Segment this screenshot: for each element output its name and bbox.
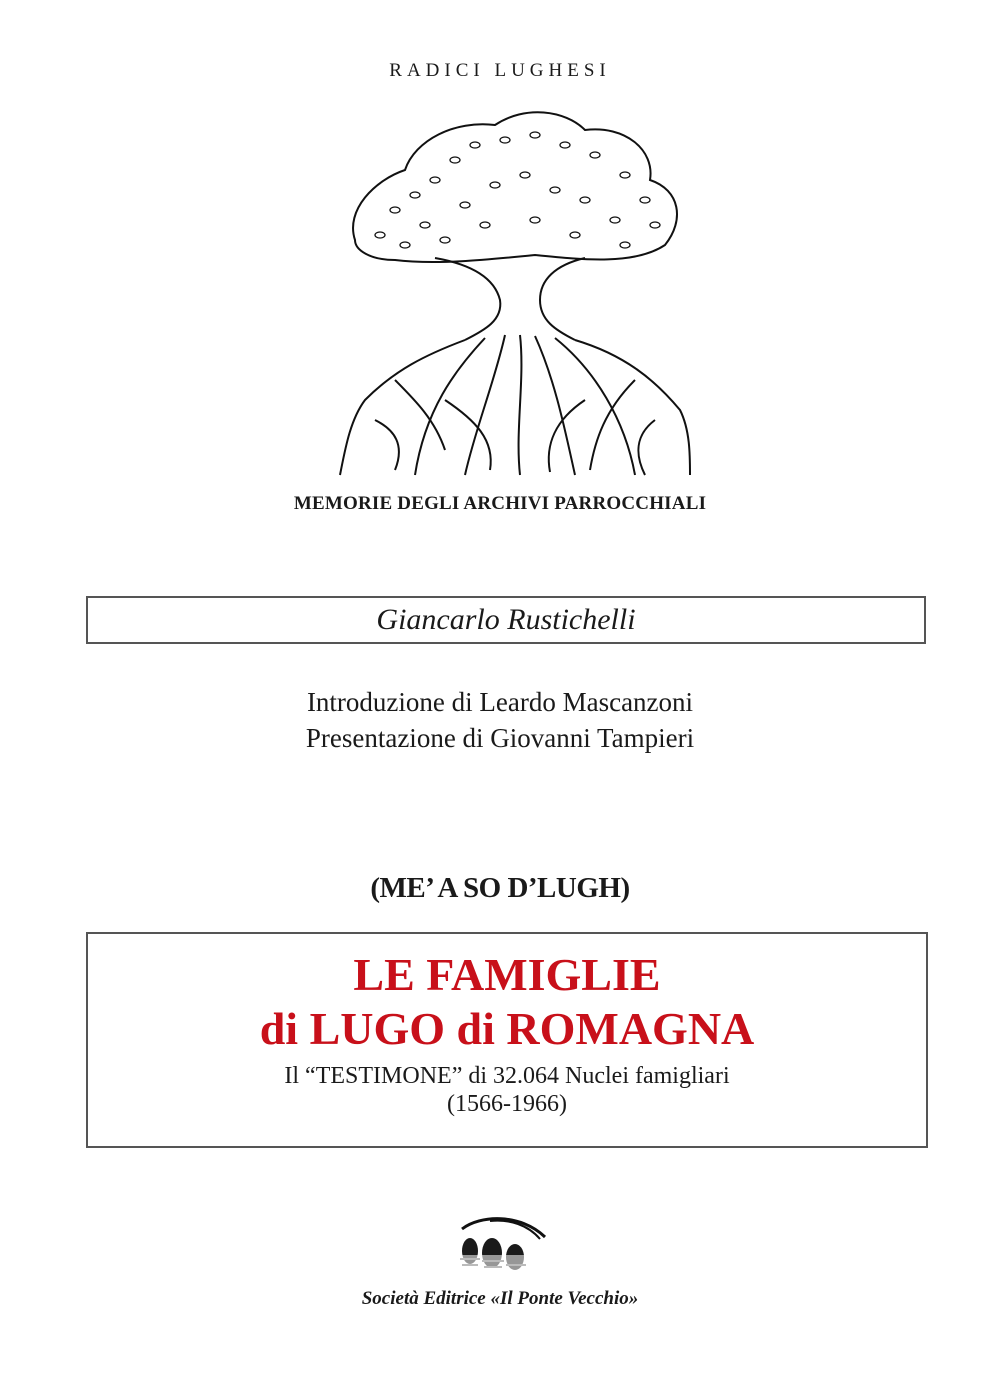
credits	[0, 684, 1000, 756]
ponte-vecchio-logo-icon	[450, 1203, 550, 1273]
author-box	[86, 596, 926, 644]
presentation-credit: Presentazione di Giovanni Tampieri	[305, 723, 695, 753]
author-name: Giancarlo Rustichelli	[376, 603, 636, 636]
tree-with-roots-icon	[335, 100, 695, 480]
publisher-name: Società Editrice «Il Ponte Vecchio»	[361, 1288, 639, 1309]
subtitle-line-1: Il “TESTIMONE” di 32.064 Nuclei famigliari	[284, 1063, 730, 1089]
main-title-line-1: LE FAMIGLIE	[353, 949, 661, 1000]
series-title: RADICI LUGHESI	[389, 60, 611, 81]
dialect-title: (ME’ A SO D’LUGH)	[370, 872, 630, 904]
title-box	[86, 932, 928, 1148]
introduction-credit: Introduzione di Leardo Mascanzoni	[306, 687, 694, 717]
main-title-line-2: di LUGO di ROMAGNA	[259, 1003, 755, 1054]
collection-title: MEMORIE DEGLI ARCHIVI PARROCCHIALI	[293, 493, 707, 514]
subtitle-line-2: (1566-1966)	[447, 1091, 567, 1117]
